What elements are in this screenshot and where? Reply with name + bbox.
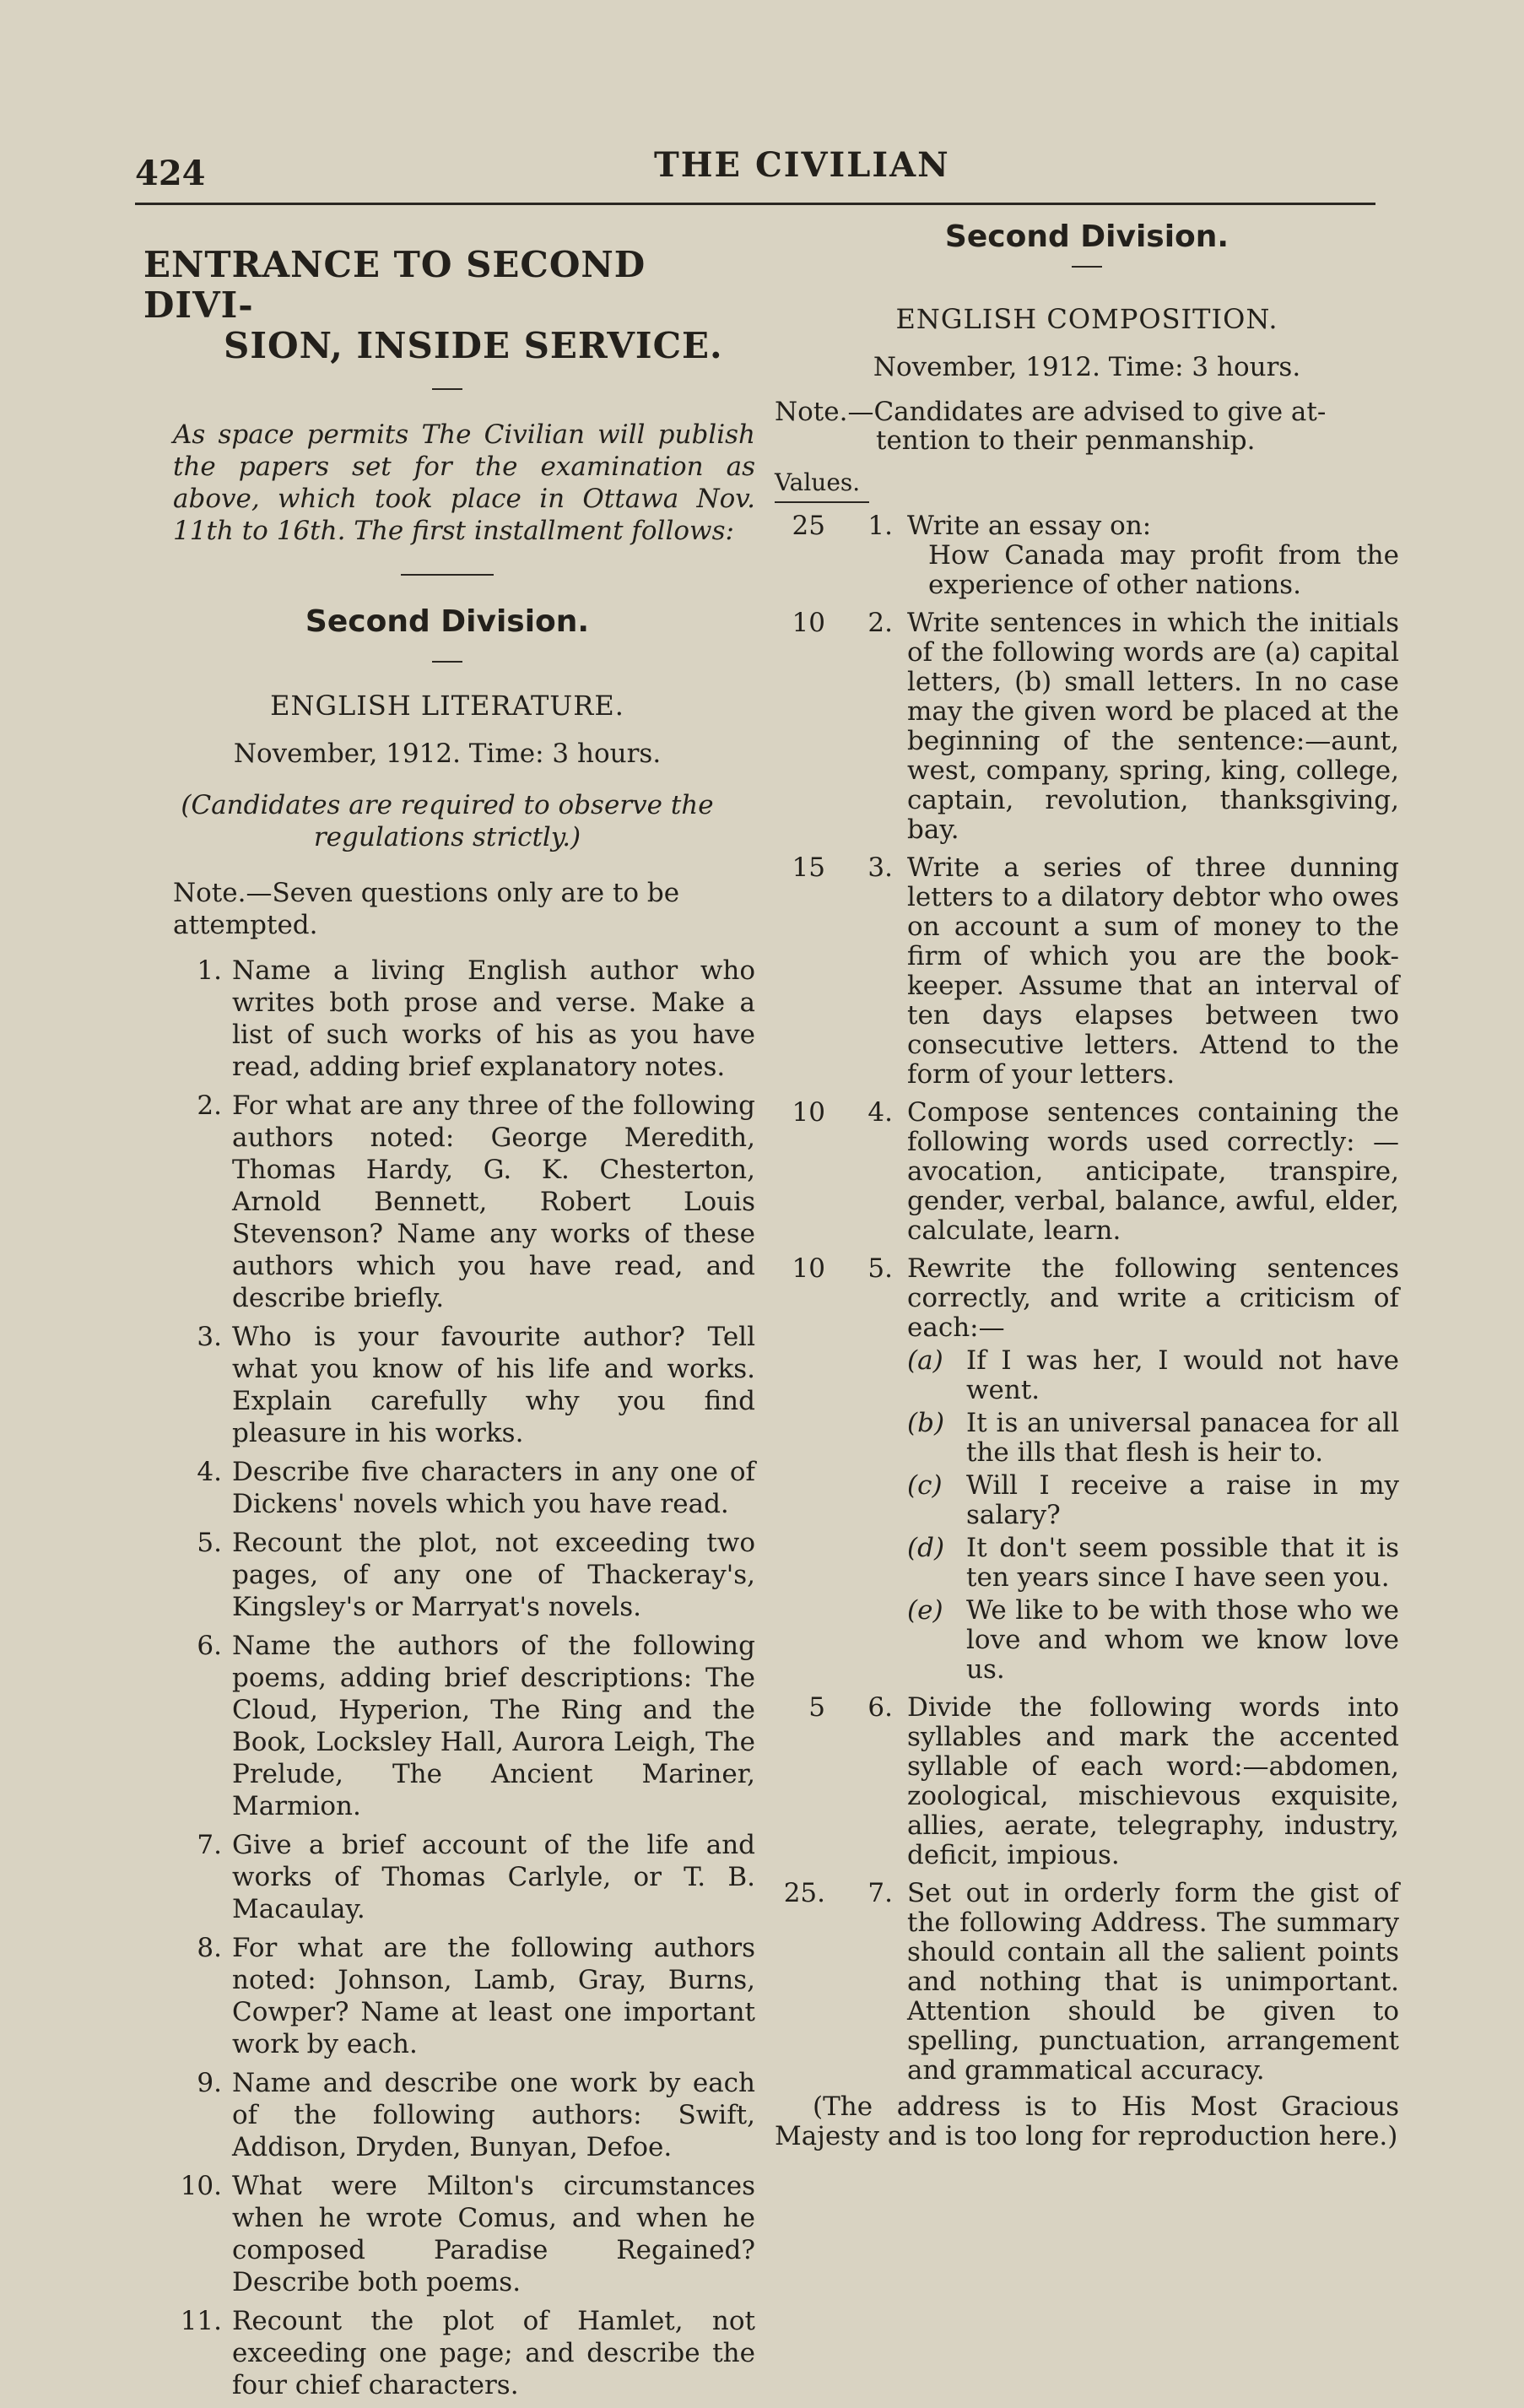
question-text: Write a series of three dunning letters to a dilatory debtor who owes on account a sum of money to the firm of which you are the book-keeper. Assume that an interval of ten days elapses between two consecutive letters. Attend to the form of your letters.: [907, 852, 1399, 1090]
question-item: [775, 511, 1399, 600]
question-text: Name and describe one work by each of the following authors: Swift, Addison, Dryden, Bunyan, Defoe.: [232, 2068, 755, 2162]
question-item: [775, 1693, 1399, 1870]
question-item: [775, 1879, 1399, 2086]
question-number: 4.: [197, 1457, 222, 1487]
question-text: Divide the following words into syllables and mark the accented syllable of each word:—abdomen, zoological, mischievous exquisite, allies, aerate, telegraphy, industry, deficit, impious.: [907, 1692, 1399, 1870]
values-rule: [775, 501, 869, 503]
question-number: 1.: [197, 955, 222, 986]
question-number: 3.: [867, 852, 893, 883]
header-rule: [135, 203, 1375, 205]
sub-letter: (e): [907, 1595, 943, 1626]
divider: [1072, 266, 1102, 268]
question-number: 5.: [197, 1528, 222, 1558]
question-list: [139, 955, 755, 2401]
question-item: [775, 1098, 1399, 1246]
question-item: [139, 1932, 755, 2060]
question-value: 10: [792, 1097, 825, 1128]
question-text: Compose sentences containing the following words used correctly: —avocation, anticipate, transpire, gender, verbal, balance, awful, elder, calculate, learn.: [907, 1097, 1399, 1246]
question-value: 15: [792, 852, 825, 883]
exam-date: November, 1912. Time: 3 hours.: [873, 352, 1301, 382]
question-item: [775, 1254, 1399, 1685]
sub-text: Will I receive a raise in my salary?: [966, 1470, 1399, 1530]
question-item: [139, 1630, 755, 1822]
question-item: [139, 1321, 755, 1449]
sub-letter: (a): [907, 1345, 943, 1376]
question-text: Rewrite the following sentences correctly, and write a criticism of each:—: [907, 1253, 1399, 1343]
left-column: [139, 219, 755, 2408]
question-number: 4.: [867, 1097, 893, 1128]
question-text: For what are any three of the following authors noted: George Meredith, Thomas Hardy, G. K. Chesterton, Arnold Bennett, Robert Louis Stevenson? Name any works of these authors which you have read, and describe briefly.: [232, 1090, 755, 1313]
question-text: Recount the plot of Hamlet, not exceeding one page; and describe the four chief characters.: [232, 2306, 755, 2400]
question-number: 5.: [867, 1253, 893, 1284]
sub-item: [907, 1471, 1399, 1530]
exam-note: Note.—Seven questions only are to be attempted.: [173, 878, 680, 940]
sub-text: It don't seem possible that it is ten years since I have seen you.: [966, 1533, 1399, 1593]
question-number: 6.: [867, 1692, 893, 1723]
question-number: 10.: [180, 2171, 222, 2201]
closing-note: (The address is to His Most Gracious Majesty and is too long for reproduction here.): [775, 2091, 1399, 2151]
sub-item: [907, 1346, 1399, 1405]
division-title: Second Division.: [944, 219, 1229, 254]
question-number: 8.: [197, 1933, 222, 1963]
question-text: Who is your favourite author? Tell what you know of his life and works. Explain carefully why you find pleasure in his works.: [232, 1322, 755, 1448]
question-value: 5: [808, 1692, 825, 1723]
values-label: Values.: [775, 468, 861, 496]
subject-title: ENGLISH COMPOSITION.: [895, 303, 1278, 335]
question-number: 7.: [197, 1830, 222, 1860]
question-item: [775, 853, 1399, 1090]
heading-line-2: SION, INSIDE SERVICE.: [224, 325, 723, 366]
question-number: 2.: [197, 1090, 222, 1121]
sub-letter: (d): [907, 1533, 945, 1563]
question-text: What were Milton's circumstances when he wrote Comus, and when he composed Paradise Regained? Describe both poems.: [232, 2171, 755, 2297]
question-number: 11.: [180, 2306, 222, 2336]
running-title: THE CIVILIAN: [654, 145, 950, 185]
question-number: 2.: [867, 608, 893, 638]
question-item: [139, 955, 755, 1083]
question-item: [139, 2305, 755, 2401]
question-text: Name the authors of the following poems, adding brief descriptions: The Cloud, Hyperion, The Ring and the Book, Locksley Hall, Aurora Leigh, The Prelude, The Ancient Mariner, Marmion.: [232, 1631, 755, 1821]
sub-item: [907, 1409, 1399, 1468]
question-text: Name a living English author who writes both prose and verse. Make a list of such works of his as you have read, adding brief explanatory notes.: [232, 955, 755, 1082]
sub-text: We like to be with those who we love and whom we know love us.: [966, 1595, 1399, 1685]
question-extra: How Canada may profit from the experience of other nations.: [928, 540, 1399, 600]
divider: [401, 574, 494, 576]
question-item: [139, 2170, 755, 2298]
right-column: [775, 219, 1399, 2151]
question-text: For what are the following authors noted: Johnson, Lamb, Gray, Burns, Cowper? Name at least one important work by each.: [232, 1933, 755, 2059]
question-number: 6.: [197, 1631, 222, 1661]
note-line-1: Note.—Candidates are advised to give at-: [775, 397, 1327, 427]
question-text: Set out in orderly form the gist of the following Address. The summary should contain all the salient points and nothing that is unimportant. Attention should be given to spelling, punctuation, arrangement and grammatical accuracy.: [907, 1878, 1399, 2086]
instruction: (Candidates are required to observe the regulations strictly.): [181, 790, 714, 852]
intro-note: As space permits The Civilian will publish the papers set for the examination as above, which took place in Ottawa Nov. 11th to 16th. The first installment follows:: [173, 419, 755, 546]
sub-letter: (b): [907, 1408, 945, 1438]
question-text: Write sentences in which the initials of the following words are (a) capital letters, (b) small letters. In no case may the given word be placed at the beginning of the sentence:—aunt, west, company, spring, king, college, captain, revolution, thanksgiving, bay.: [907, 608, 1399, 845]
sub-item: [907, 1596, 1399, 1685]
sub-text: It is an universal panacea for all the ills that flesh is heir to.: [966, 1408, 1399, 1468]
article-heading: [143, 245, 755, 366]
question-item: [775, 609, 1399, 845]
question-text: Recount the plot, not exceeding two pages, of any one of Thackeray's, Kingsley's or Marryat's novels.: [232, 1528, 755, 1622]
question-value: 10: [792, 1253, 825, 1284]
question-number: 1.: [867, 511, 893, 541]
question-item: [139, 1829, 755, 1925]
question-number: 7.: [867, 1878, 893, 1908]
sub-item: [907, 1534, 1399, 1593]
question-text: Give a brief account of the life and works of Thomas Carlyle, or T. B. Macaulay.: [232, 1830, 755, 1924]
exam-date: November, 1912. Time: 3 hours.: [233, 739, 662, 769]
question-item: [139, 2067, 755, 2163]
question-number: 9.: [197, 2068, 222, 2098]
question-number: 3.: [197, 1322, 222, 1352]
question-value: 10: [792, 608, 825, 638]
sub-text: If I was her, I would not have went.: [966, 1345, 1399, 1405]
question-value: 25: [792, 511, 825, 541]
question-item: [139, 1090, 755, 1314]
heading-line-1: ENTRANCE TO SECOND DIVI-: [143, 244, 646, 326]
question-item: [139, 1456, 755, 1520]
division-title: Second Division.: [305, 604, 590, 639]
note-line-2: tention to their penmanship.: [876, 425, 1256, 456]
question-item: [139, 1527, 755, 1623]
question-value: 25.: [783, 1878, 825, 1908]
exam-note: [775, 398, 1399, 455]
question-text: Describe five characters in any one of Dickens' novels which you have read.: [232, 1457, 755, 1519]
divider: [432, 388, 462, 390]
page-number: 424: [135, 154, 206, 193]
question-text: Write an essay on:: [907, 511, 1152, 541]
subject-title: ENGLISH LITERATURE.: [270, 690, 624, 722]
divider: [432, 661, 462, 663]
sub-letter: (c): [907, 1470, 943, 1501]
